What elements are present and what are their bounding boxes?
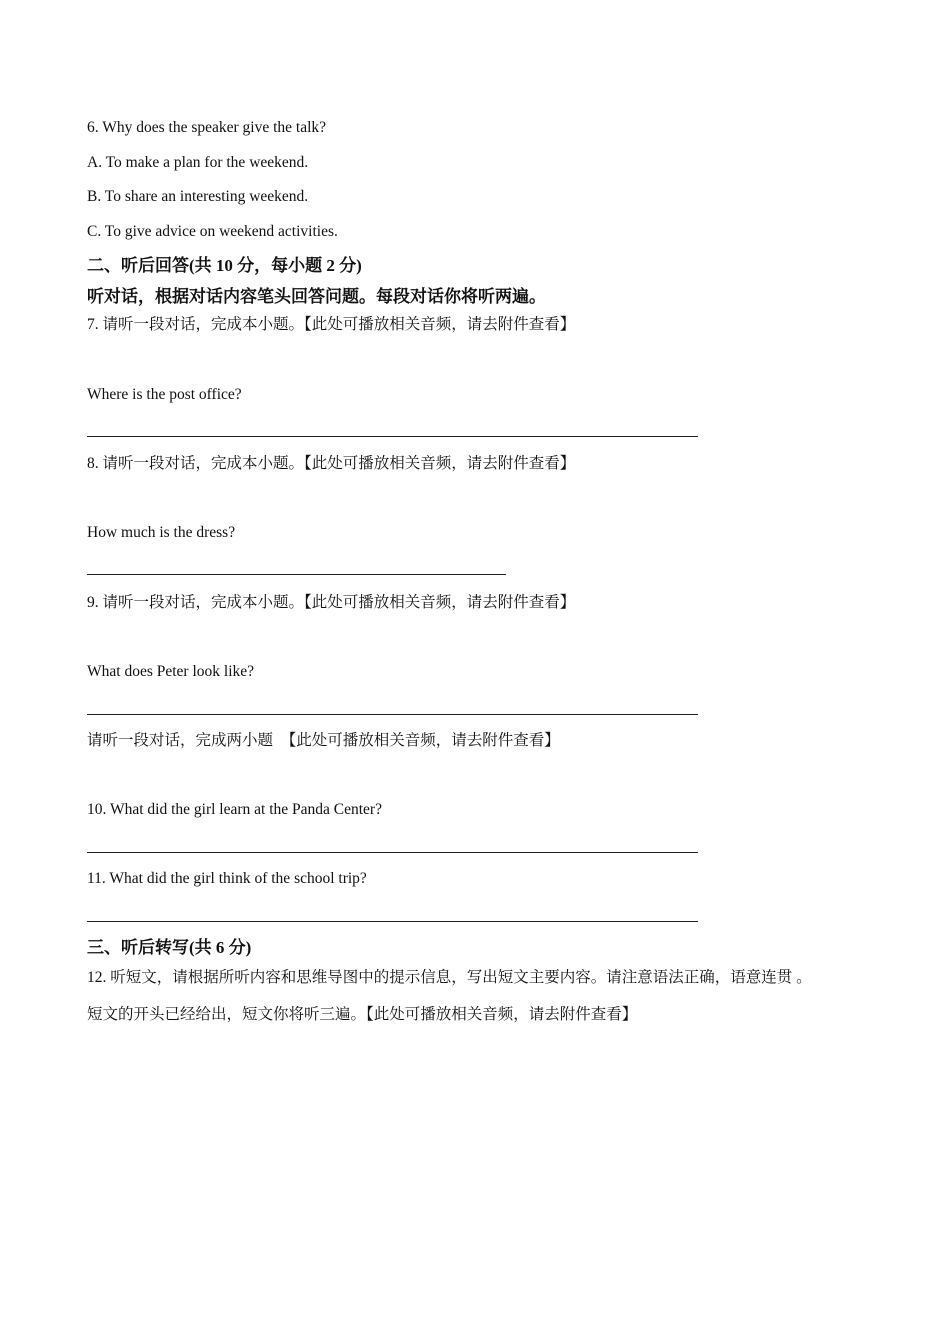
question-11-answer-line[interactable] (87, 921, 698, 922)
question-6-option-a: A. To make a plan for the weekend. (87, 154, 309, 171)
question-7-text: Where is the post office? (87, 386, 242, 403)
question-6-option-c: C. To give advice on weekend activities. (87, 223, 338, 240)
question-6-option-b: B. To share an interesting weekend. (87, 188, 309, 205)
section-2-instruction: 听对话，根据对话内容笔头回答问题。每段对话你将听两遍。 (87, 287, 546, 306)
question-9-prompt: 9. 请听一段对话，完成本小题。【此处可播放相关音频，请去附件查看】 (87, 594, 576, 611)
question-8-answer-line[interactable] (87, 574, 506, 575)
question-9-answer-line[interactable] (87, 714, 698, 715)
question-7-prompt: 7. 请听一段对话，完成本小题。【此处可播放相关音频，请去附件查看】 (87, 316, 576, 333)
question-8-text: How much is the dress? (87, 524, 236, 541)
question-10-11-prompt: 请听一段对话，完成两小题 【此处可播放相关音频，请去附件查看】 (87, 732, 560, 749)
question-11-text: 11. What did the girl think of the school trip? (87, 870, 367, 887)
section-2-title: 二、听后回答(共 10 分，每小题 2 分) (87, 256, 362, 275)
question-12-line-1: 12. 听短文，请根据所听内容和思维导图中的提示信息，写出短文主要内容。请注意语法正确，语意连贯 。 (87, 969, 812, 986)
question-7-answer-line[interactable] (87, 436, 698, 437)
question-12-line-2: 短文的开头已经给出，短文你将听三遍。【此处可播放相关音频，请去附件查看】 (87, 1006, 638, 1023)
question-9-text: What does Peter look like? (87, 663, 255, 680)
question-8-prompt: 8. 请听一段对话，完成本小题。【此处可播放相关音频，请去附件查看】 (87, 455, 576, 472)
section-3-title: 三、听后转写(共 6 分) (87, 938, 252, 957)
question-10-answer-line[interactable] (87, 852, 698, 853)
question-10-text: 10. What did the girl learn at the Panda Center? (87, 801, 382, 818)
question-6-stem: 6. Why does the speaker give the talk? (87, 119, 327, 136)
